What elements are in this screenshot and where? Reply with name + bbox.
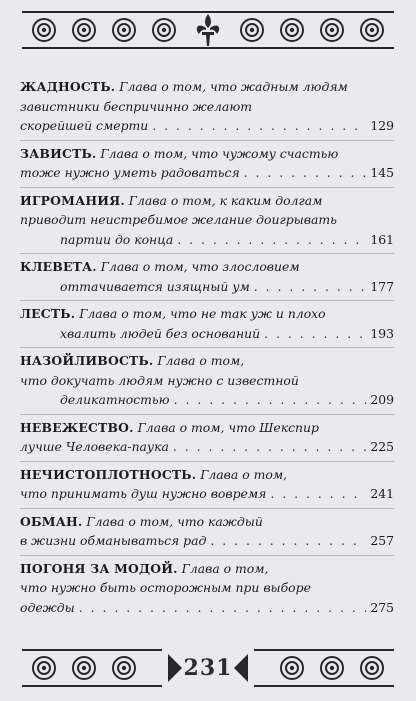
entry-description: что принимать душ нужно вовремя	[20, 486, 267, 501]
entry-description: деликатностью	[60, 392, 170, 407]
medallion-icon	[113, 657, 135, 679]
toc-entry	[20, 188, 394, 255]
dot-leader	[177, 230, 366, 250]
entry-description: завистники беспричинно желают	[20, 98, 252, 114]
dot-leader	[173, 437, 366, 457]
medallion-icon	[321, 19, 343, 41]
page-number: 275	[370, 599, 394, 615]
toc-entry	[20, 141, 394, 188]
toc-entry	[20, 348, 394, 415]
toc-entry	[20, 509, 394, 556]
medallion-icon	[33, 657, 55, 679]
entry-title: НЕЧИСТОПЛОТНОСТЬ.	[20, 466, 197, 482]
page-number: 177	[370, 278, 394, 294]
medallion-icon	[321, 657, 343, 679]
toc-entry	[20, 254, 394, 301]
medallion-icon	[361, 19, 383, 41]
entry-description: приводит неистребимое желание доигрывать	[20, 212, 337, 227]
top-ornament-border	[22, 8, 394, 52]
toc-entry	[20, 462, 394, 509]
entry-description: одежды	[20, 599, 75, 615]
entry-title: НАЗОЙЛИВОСТЬ.	[20, 353, 154, 368]
entry-description: что нужно быть осторожным при выборе	[20, 580, 311, 595]
entry-description: Глава о том, что чужому счастью	[100, 145, 339, 161]
entry-description: в жизни обманываться рад	[20, 533, 207, 548]
entry-description: скорейшей смерти	[20, 118, 149, 133]
entry-description: Глава о том, что Шекспир	[137, 419, 319, 435]
page-number: 129	[370, 118, 394, 133]
dot-leader	[79, 598, 367, 618]
toc-entry	[20, 74, 394, 141]
entry-title: ОБМАН.	[20, 513, 83, 529]
medallion-icon	[281, 19, 303, 41]
toc-entry	[20, 556, 394, 623]
dot-leader	[270, 484, 366, 504]
toc-entry	[20, 415, 394, 462]
table-of-contents	[20, 74, 394, 622]
dot-leader	[244, 163, 367, 183]
entry-description: тоже нужно уметь радоваться	[20, 165, 240, 180]
entry-title: ЗАВИСТЬ.	[20, 145, 97, 161]
medallion-icon	[33, 19, 55, 41]
entry-description: лучше Человека-паука	[20, 439, 169, 454]
entry-description: что докучать людям нужно с известной	[20, 372, 299, 388]
page-number: 209	[370, 392, 394, 407]
medallion-icon	[73, 657, 95, 679]
page-number: 241	[370, 486, 394, 501]
medallion-icon	[73, 19, 95, 41]
page-number: 193	[370, 325, 394, 341]
entry-title: ЛЕСТЬ.	[20, 306, 76, 321]
entry-description: Глава о том, что не так уж и плохо	[79, 306, 326, 321]
entry-description: хвалить людей без оснований	[60, 325, 261, 341]
entry-description: оттачивается изящный ум	[60, 278, 250, 294]
toc-entry	[20, 301, 394, 348]
entry-description: Глава о том, что злословием	[100, 259, 300, 274]
medallion-icon	[241, 19, 263, 41]
dot-leader	[264, 324, 366, 344]
entry-description: Глава о том, что жадным людям	[119, 79, 348, 94]
medallion-icon	[113, 19, 135, 41]
entry-description: Глава о том, что каждый	[86, 513, 263, 529]
page-number: 145	[370, 165, 394, 180]
dot-leader	[210, 531, 366, 551]
page-number: 257	[370, 533, 394, 548]
dot-leader	[174, 390, 367, 410]
entry-description: Глава о том,	[181, 560, 269, 576]
entry-description: партии до конца	[60, 231, 174, 247]
entry-title: КЛЕВЕТА.	[20, 259, 97, 274]
entry-title: ИГРОМАНИЯ.	[20, 192, 125, 208]
page-number-footer: 231	[183, 655, 233, 681]
fleur-de-lis-icon	[197, 14, 219, 46]
medallion-icon	[361, 657, 383, 679]
entry-title: НЕВЕЖЕСТВО.	[20, 419, 134, 435]
entry-title: ПОГОНЯ ЗА МОДОЙ.	[20, 560, 178, 576]
entry-description: Глава о том, к каким долгам	[128, 192, 323, 208]
page-number: 161	[370, 231, 394, 247]
medallion-icon	[281, 657, 303, 679]
dot-leader	[152, 116, 366, 136]
entry-description: Глава о том,	[200, 466, 288, 482]
medallion-icon	[153, 19, 175, 41]
entry-title: ЖАДНОСТЬ.	[20, 79, 116, 94]
entry-description: Глава о том,	[157, 353, 245, 368]
page-number: 225	[370, 439, 394, 454]
dot-leader	[254, 277, 367, 297]
